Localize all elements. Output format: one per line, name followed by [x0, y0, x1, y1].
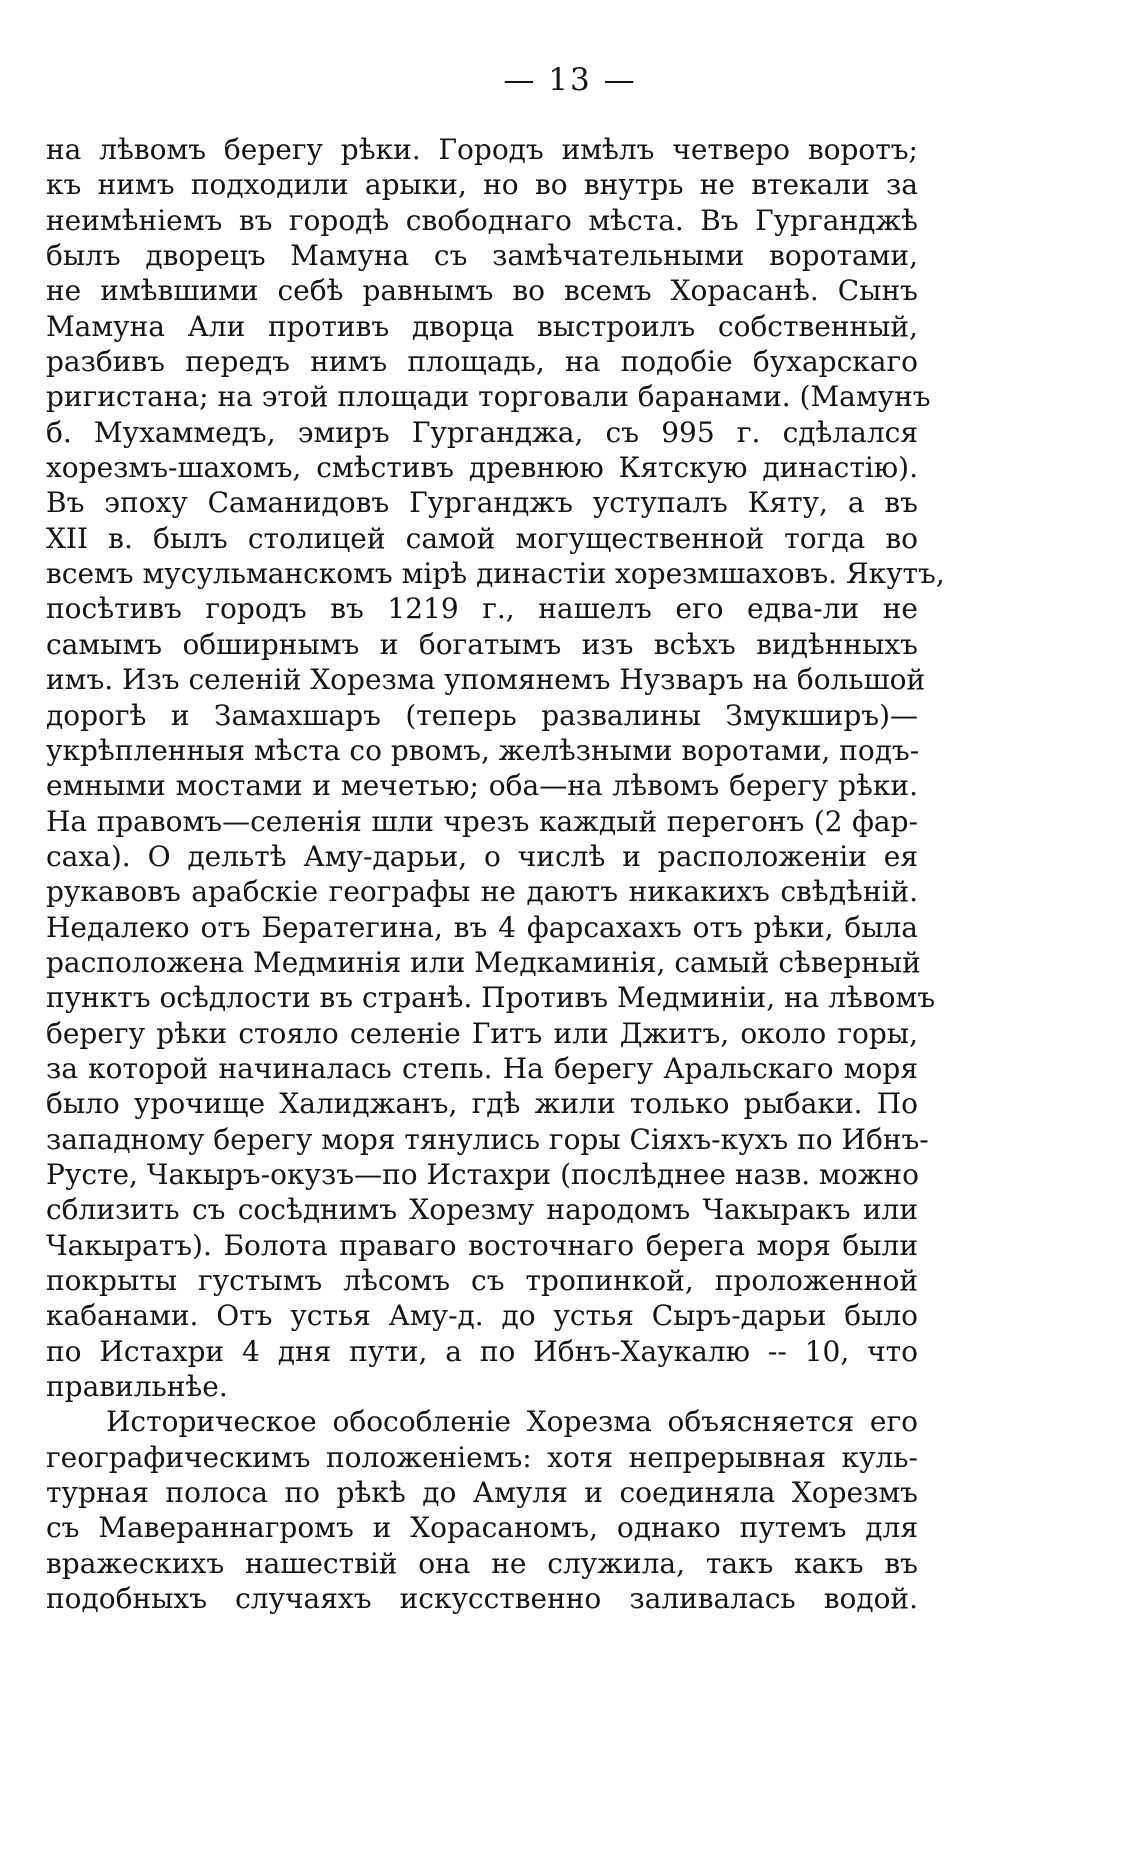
text-line: Мамуна Али противъ дворца выстроилъ собственный,	[46, 309, 918, 343]
text-line: укрѣпленныя мѣста со рвомъ, желѣзными воротами, подъ-	[46, 733, 920, 767]
text-line: саха). О дельтѣ Аму-дарьи, о числѣ и расположеніи ея	[46, 839, 918, 873]
text-line: б. Мухаммедъ, эмиръ Гурганджа, съ 995 г. сдѣлался	[46, 415, 918, 449]
text-line: ригистана; на этой площади торговали баранами. (Мамунъ	[46, 380, 931, 414]
text-line: былъ дворецъ Мамуна съ замѣчательными воротами,	[46, 239, 918, 273]
text-line: было урочище Халиджанъ, гдѣ жили только рыбаки. По	[46, 1087, 918, 1121]
text-line: за которой начиналась степь. На берегу Аральскаго моря	[46, 1051, 918, 1085]
text-line: XII в. былъ столицей самой могущественной тогда во	[46, 521, 918, 555]
text-line: берегу рѣки стояло селеніе Гитъ или Джитъ, около горы,	[46, 1016, 918, 1050]
text-line: расположена Медминія или Медкаминія, самый сѣверный	[46, 945, 921, 979]
text-line: по Истахри 4 дня пути, а по Ибнъ-Хаукалю -- 10, что	[46, 1334, 918, 1368]
text-line: имъ. Изъ селеній Хорезма упомянемъ Нузваръ на большой	[46, 663, 926, 697]
text-line: турная полоса по рѣкѣ до Амуля и соединяла Хорезмъ	[46, 1476, 918, 1510]
text-line: пунктъ осѣдлости въ странѣ. Противъ Медминіи, на лѣвомъ	[46, 981, 936, 1015]
text-line: Въ эпоху Саманидовъ Гурганджъ уступалъ Кяту, а въ	[46, 486, 918, 520]
body-text	[46, 132, 945, 1616]
paragraph	[46, 132, 945, 1404]
text-line: къ нимъ подходили арыки, но во внутрь не втекали за	[46, 168, 918, 202]
text-line: географическимъ положеніемъ: хотя непрерывная куль-	[46, 1440, 918, 1474]
text-line: самымъ обширнымъ и богатымъ изъ всѣхъ видѣнныхъ	[46, 627, 918, 661]
text-line: Недалеко отъ Бератегина, въ 4 фарсахахъ отъ рѣки, была	[46, 910, 918, 944]
text-line: посѣтивъ городъ въ 1219 г., нашелъ его едва-ли не	[46, 592, 918, 626]
text-line: рукавовъ арабскіе географы не даютъ никакихъ свѣдѣній.	[46, 875, 918, 909]
text-line: кабанами. Отъ устья Аму-д. до устья Сыръ-дарьи было	[46, 1299, 918, 1333]
text-line: Историческое обособленіе Хорезма объясняется его	[106, 1405, 918, 1439]
text-line: дорогѣ и Замахшаръ (теперь развалины Змукширъ)—	[46, 698, 918, 732]
text-line: Русте, Чакыръ-окузъ—по Истахри (послѣднее назв. можно	[46, 1157, 919, 1191]
text-line: разбивъ передъ нимъ площадь, на подобіе бухарскаго	[46, 345, 918, 379]
text-line: не имѣвшими себѣ равнымъ во всемъ Хорасанѣ. Сынъ	[46, 274, 918, 308]
text-line: сблизить съ сосѣднимъ Хорезму народомъ Чакыракъ или	[46, 1193, 918, 1227]
text-line: Чакыратъ). Болота праваго восточнаго берега моря были	[46, 1228, 918, 1262]
text-line: покрыты густымъ лѣсомъ съ тропинкой, проложенной	[46, 1264, 918, 1297]
text-line: емными мостами и мечетью; оба—на лѣвомъ берегу рѣки.	[46, 769, 918, 803]
text-line: подобныхъ случаяхъ искусственно заливалась водой.	[46, 1582, 918, 1616]
text-line: съ Мавераннагромъ и Хорасаномъ, однако путемъ для	[46, 1511, 918, 1545]
text-line: вражескихъ нашествій она не служила, такъ какъ въ	[46, 1546, 918, 1580]
text-line: правильнѣе.	[46, 1370, 228, 1404]
text-line: хорезмъ-шахомъ, смѣстивъ древнюю Кятскую династію).	[46, 451, 918, 485]
text-line: неимѣніемъ въ городѣ свободнаго мѣста. Въ Гурганджѣ	[46, 203, 918, 237]
paragraph	[46, 1404, 918, 1616]
text-line: западному берегу моря тянулись горы Сіяхъ-кухъ по Ибнъ-	[46, 1122, 929, 1156]
text-line: На правомъ—селенія шли чрезъ каждый перегонъ (2 фар-	[46, 804, 918, 838]
page-number: — 13 —	[503, 62, 637, 98]
text-line: на лѣвомъ берегу рѣки. Городъ имѣлъ четверо воротъ;	[46, 133, 918, 166]
text-line: всемъ мусульманскомъ мірѣ династіи хорезмшаховъ. Якутъ,	[46, 557, 945, 591]
